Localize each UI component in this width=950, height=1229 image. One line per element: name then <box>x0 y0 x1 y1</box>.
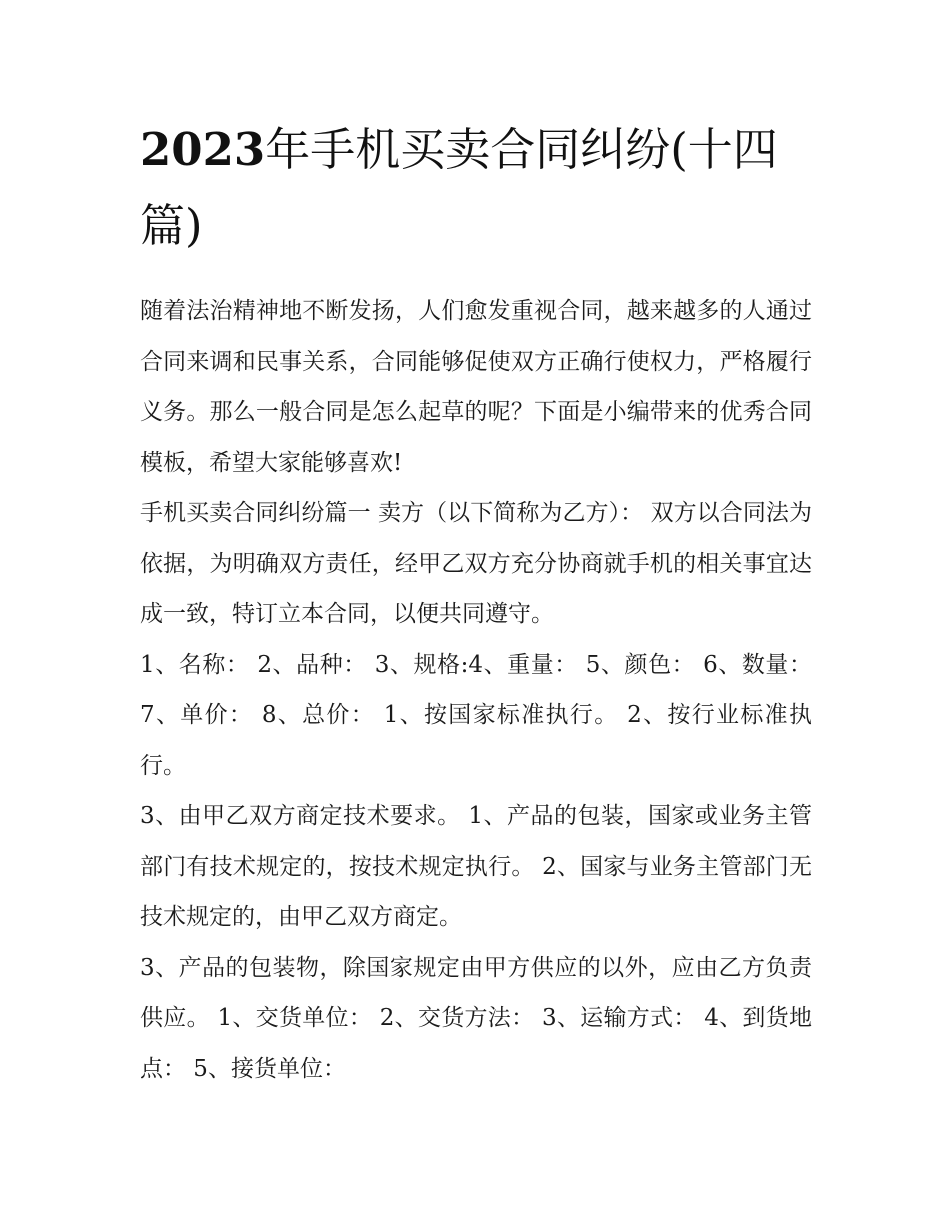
delivery-paragraph: 3、产品的包装物，除国家规定由甲方供应的以外，应由乙方负责供应。 1、交货单位： 2、交货方法： 3、运输方式： 4、到货地点： 5、接货单位： <box>140 954 812 1082</box>
product-items-paragraph: 1、名称： 2、品种： 3、规格:4、重量： 5、颜色： 6、数量： 7、单价： 8、总价： 1、按国家标准执行。 2、按行业标准执行。 <box>140 651 812 779</box>
document-page <box>140 112 812 1094</box>
packaging-paragraph: 3、由甲乙双方商定技术要求。 1、产品的包装，国家或业务主管部门有技术规定的，按技术规定执行。 2、国家与业务主管部门无技术规定的，由甲乙双方商定。 <box>140 803 812 930</box>
intro-paragraph: 随着法治精神地不断发扬，人们愈发重视合同，越来越多的人通过合同来调和民事关系，合同能够促使双方正确行使权力，严格履行义务。那么一般合同是怎么起草的呢？下面是小编带来的优秀合同模板，希望大家能够喜欢! <box>140 298 812 476</box>
document-title <box>140 112 812 264</box>
contract-heading-paragraph: 手机买卖合同纠纷篇一 卖方（以下简称为乙方）： 双方以合同法为依据，为明确双方责任，经甲乙双方充分协商就手机的相关事宜达成一致，特订立本合同，以便共同遵守。 <box>140 500 812 627</box>
title-text: 年手机买卖合同纠纷(十四篇) <box>140 123 778 252</box>
title-year: 2023 <box>140 123 266 176</box>
